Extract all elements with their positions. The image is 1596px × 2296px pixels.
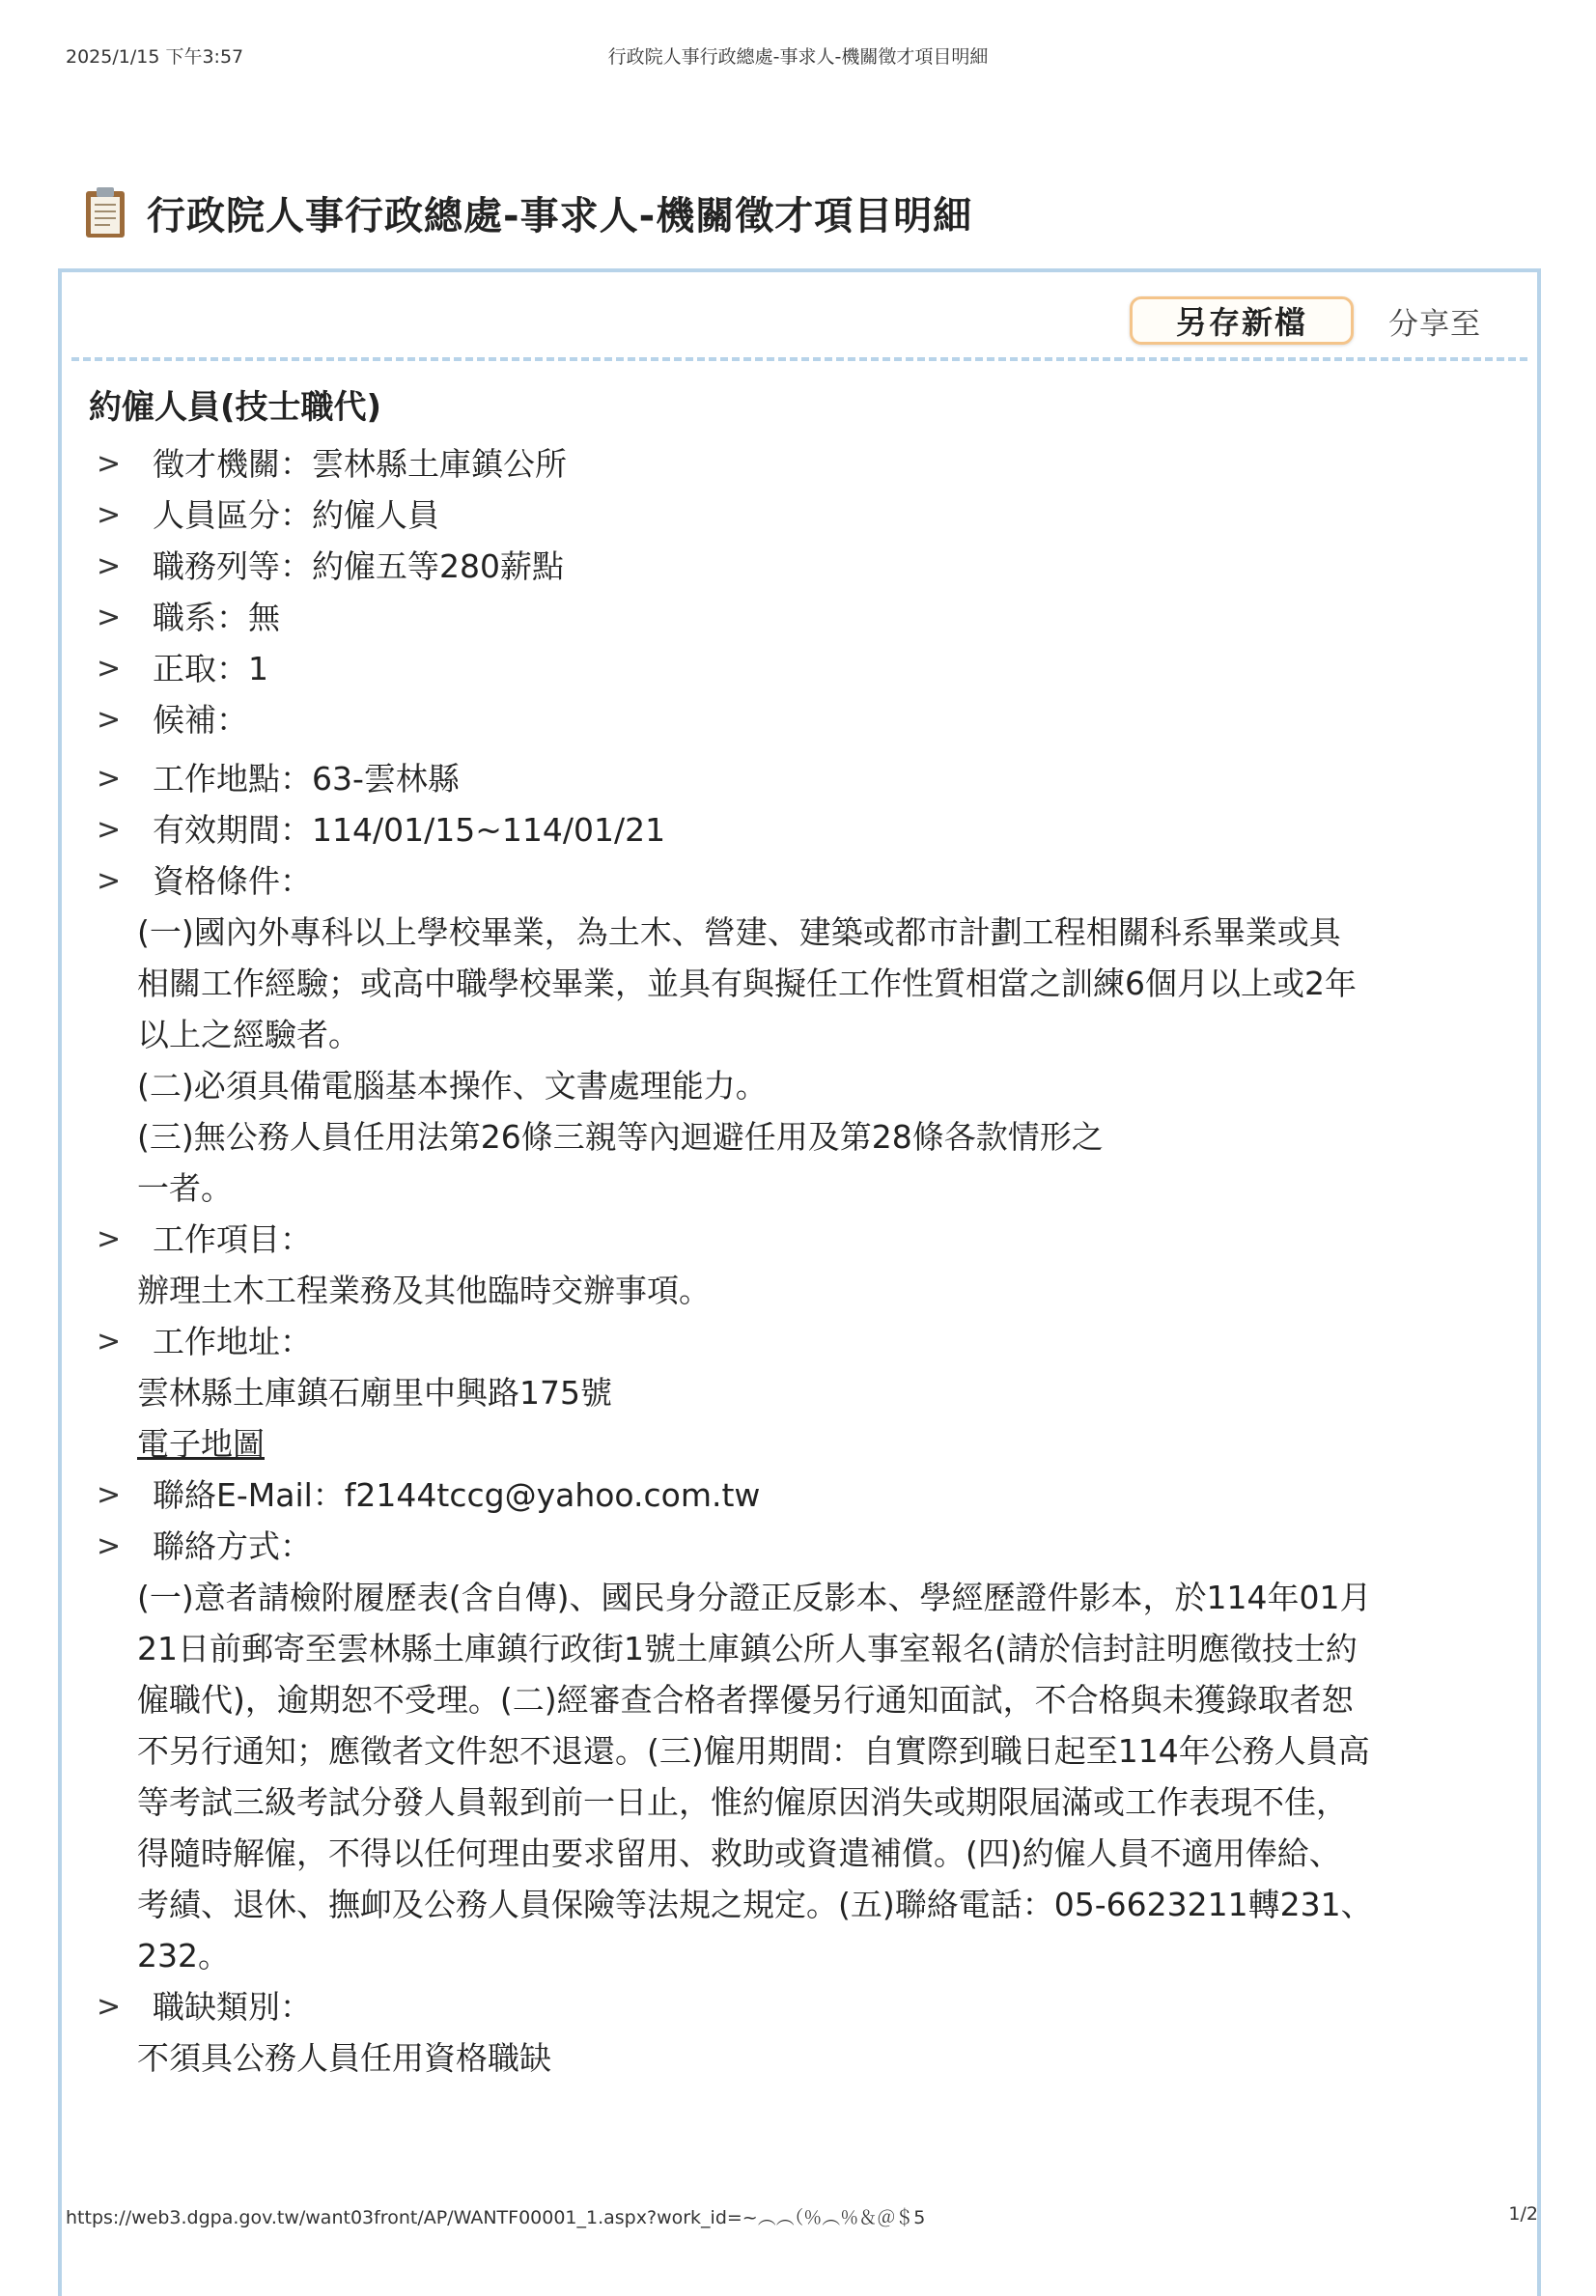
detail-qualifications: > 資格條件： [97,855,1518,907]
divider [71,357,1527,361]
chevron-right-icon: > [97,601,122,634]
chevron-right-icon: > [97,1325,122,1358]
job-detail-panel [58,268,1541,2296]
qualifications-text: (一)國內外專科以上學校畢業，為土木、營建、建築或都市計劃工程相關科系畢業或具 相關工作經驗；或高中職學校畢業，並具有與擬任工作性質相當之訓練6個月以上或2年 以上之經驗者。 (二)必須具備電腦基本操作、文書處理能力。 (三)無公務人員任用法第26條三親等內迴避任用及第28條各款情形之 一者。 [137,913,1357,1207]
job-title: 約僱人員(技士職代) [89,388,382,427]
chevron-right-icon: > [97,1478,122,1512]
chevron-right-icon: > [97,652,122,686]
page-title: 行政院人事行政總處-事求人-機關徵才項目明細 [147,193,973,238]
contact-text: (一)意者請檢附履歷表(含自傳)、國民身分證正反影本、學經歷證件影本，於114年01月 21日前郵寄至雲林縣土庫鎮行政街1號土庫鎮公所人事室報名(請於信封註明應徵技士約 僱職代)，逾期恕不受理。(二)經審查合格者擇優另行通知面試，不合格與未獲錄取者恕 不另行通知；應徵者文件恕不退還。(三)僱用期間：自實際到職日起至114年公務人員高 等考試三級考試分發人員報到前一日止，惟約僱原因消失或期限屆滿或工作表現不佳， 得隨時解僱，不得以任何理由要求留用、救助或資遣補償。(四)約僱人員不適用俸給、 考績、退休、撫卹及公務人員保險等法規之規定。(五)聯絡電話：05-6623211轉231、 232。 [137,1579,1373,1974]
detail-series: > 職系：無 [97,592,1518,643]
chevron-right-icon: > [97,447,122,481]
map-link[interactable]: 電子地圖 [137,1425,265,1463]
detail-location: > 工作地點：63-雲林縣 [97,753,1518,804]
chevron-right-icon: > [97,762,122,796]
chevron-right-icon: > [97,864,122,898]
detail-duties: > 工作項目： [97,1214,1518,1265]
print-header-title: 行政院人事行政總處-事求人-機關徵才項目明細 [607,46,989,68]
print-header [66,42,1530,71]
detail-contact: > 聯絡方式： [97,1521,1518,1572]
chevron-right-icon: > [97,1529,122,1563]
vacancy-type-text: 不須具公務人員任用資格職缺 [137,2039,551,2077]
job-detail-list [97,438,1518,2084]
chevron-right-icon: > [97,813,122,847]
detail-grade: > 職務列等：約僱五等280薪點 [97,541,1518,592]
duties-text: 辦理土木工程業務及其他臨時交辦事項。 [137,1272,711,1309]
detail-email: > 聯絡E-Mail：f2144tccg@yahoo.com.tw [97,1470,1518,1521]
page-header [83,183,972,241]
detail-agency: > 徵才機關：雲林縣土庫鎮公所 [97,438,1518,490]
toolbar [1130,295,1481,346]
chevron-right-icon: > [97,1990,122,2024]
detail-period: > 有效期間：114/01/15~114/01/21 [97,804,1518,855]
page-number: 1/2 [1508,2203,1538,2225]
save-as-button[interactable]: 另存新檔 [1130,296,1354,345]
print-timestamp: 2025/1/15 下午3:57 [66,46,244,68]
share-link[interactable]: 分享至 [1388,306,1481,342]
chevron-right-icon: > [97,498,122,532]
detail-hires: > 正取：1 [97,643,1518,694]
detail-alternates: > 候補： [97,694,1518,745]
page-url: https://web3.dgpa.gov.tw/want03front/AP/WANTF00001_1.aspx?work_id=~︵︵（％︵％＆＠＄5 [66,2207,926,2228]
detail-category: > 人員區分：約僱人員 [97,490,1518,541]
clipboard-icon [83,185,127,239]
chevron-right-icon: > [97,703,122,737]
chevron-right-icon: > [97,549,122,583]
address-text: 雲林縣土庫鎮石廟里中興路175號 [137,1374,612,1412]
chevron-right-icon: > [97,1222,122,1256]
print-footer [66,2203,1538,2232]
detail-vacancy-type: > 職缺類別： [97,1981,1518,2032]
detail-address: > 工作地址： [97,1316,1518,1367]
